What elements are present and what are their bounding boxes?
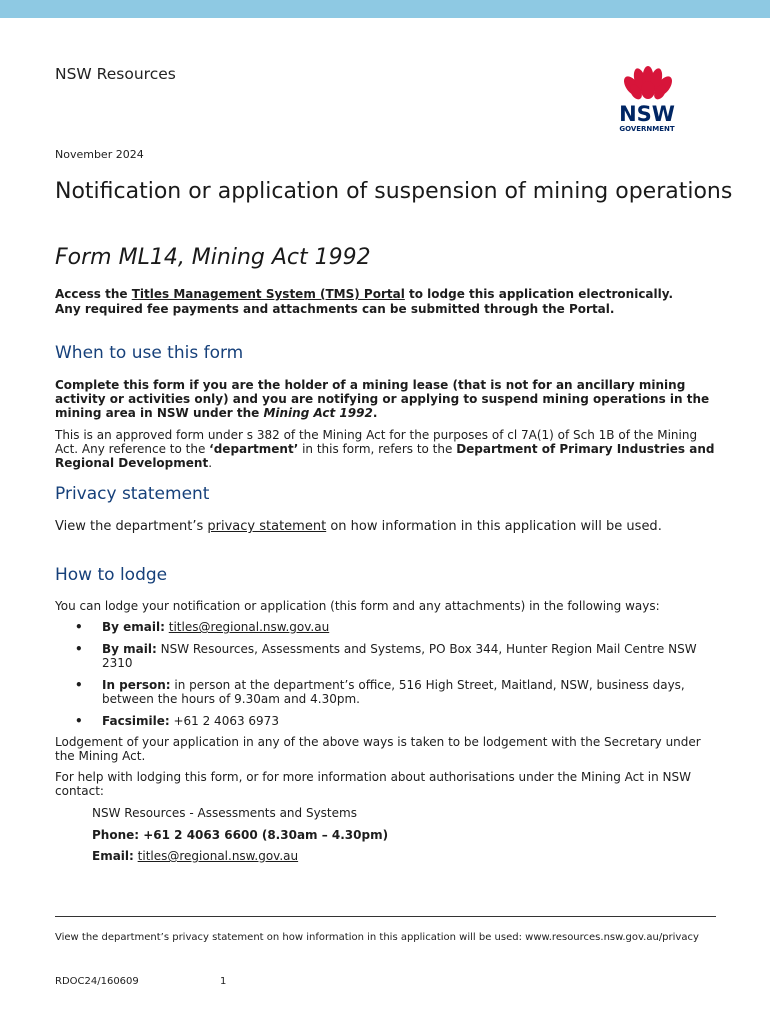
help-paragraph: For help with lodging this form, or for more information about authorisations under the Mining Act in NSW contact:: [55, 770, 691, 798]
top-banner: [0, 0, 770, 18]
page-title: Notification or application of suspension of mining operations: [55, 179, 733, 204]
waratah-icon: [610, 64, 684, 138]
access-notice: Access the Titles Management System (TMS) Portal to lodge this application electronically. Any required fee payments and attachments can be submitted through the Portal.: [55, 287, 674, 316]
list-item: • By mail: NSW Resources, Assessments and Systems, PO Box 344, Hunter Region Mail Centre NSW 2310: [75, 642, 697, 670]
list-item: • By email: titles@regional.nsw.gov.au: [75, 620, 330, 634]
privacy-heading: Privacy statement: [55, 484, 210, 504]
footer-note: View the department’s privacy statement on how information in this application will be used: www.resources.nsw.gov.au/privacy: [55, 932, 699, 943]
lodge-heading: How to lodge: [55, 565, 168, 585]
list-item: • Facsimile: +61 2 4063 6973: [75, 714, 279, 728]
tms-portal-link[interactable]: Titles Management System (TMS) Portal: [131, 287, 405, 301]
when-paragraph-1: Complete this form if you are the holder of a mining lease (that is not for an ancillary mining activity or activities only) and you are notifying or applying to suspend mining operations in the mining area in NSW under the Mining Act 1992.: [55, 378, 710, 420]
svg-text:NSW: NSW: [619, 102, 675, 126]
svg-text:GOVERNMENT: GOVERNMENT: [619, 125, 675, 133]
when-heading: When to use this form: [55, 343, 244, 363]
nsw-government-logo: [610, 64, 684, 138]
lodgement-paragraph: Lodgement of your application in any of the above ways is taken to be lodgement with the Secretary under the Mining Act.: [55, 735, 701, 763]
lodge-methods-list: [55, 620, 715, 736]
contact-email-link[interactable]: titles@regional.nsw.gov.au: [137, 849, 299, 863]
list-item: • In person: in person at the department’s office, 516 High Street, Maitland, NSW, business days, between the hours of 9.30am and 4.30pm.: [75, 678, 685, 706]
footer-divider: [55, 916, 716, 917]
document-date: November 2024: [55, 148, 144, 161]
privacy-statement-link[interactable]: privacy statement: [207, 519, 327, 534]
page-number: 1: [220, 976, 227, 987]
agency-name: NSW Resources: [55, 65, 176, 83]
privacy-paragraph: View the department’s privacy statement on how information in this application will be used.: [55, 519, 662, 534]
email-link[interactable]: titles@regional.nsw.gov.au: [168, 620, 330, 634]
contact-org: NSW Resources - Assessments and Systems: [92, 806, 357, 820]
lodge-intro: You can lodge your notification or application (this form and any attachments) in the following ways:: [55, 599, 660, 613]
document-reference: RDOC24/160609: [55, 976, 139, 987]
form-subtitle: Form ML14, Mining Act 1992: [55, 245, 371, 270]
contact-email: Email: titles@regional.nsw.gov.au: [92, 849, 299, 863]
when-paragraph-2: This is an approved form under s 382 of the Mining Act for the purposes of cl 7A(1) of Sch 1B of the Mining Act. Any reference to the ‘department’ in this form, refers to the Department of Primary Industries and Regional Development.: [55, 428, 715, 470]
contact-phone: Phone: +61 2 4063 6600 (8.30am – 4.30pm): [92, 828, 389, 842]
